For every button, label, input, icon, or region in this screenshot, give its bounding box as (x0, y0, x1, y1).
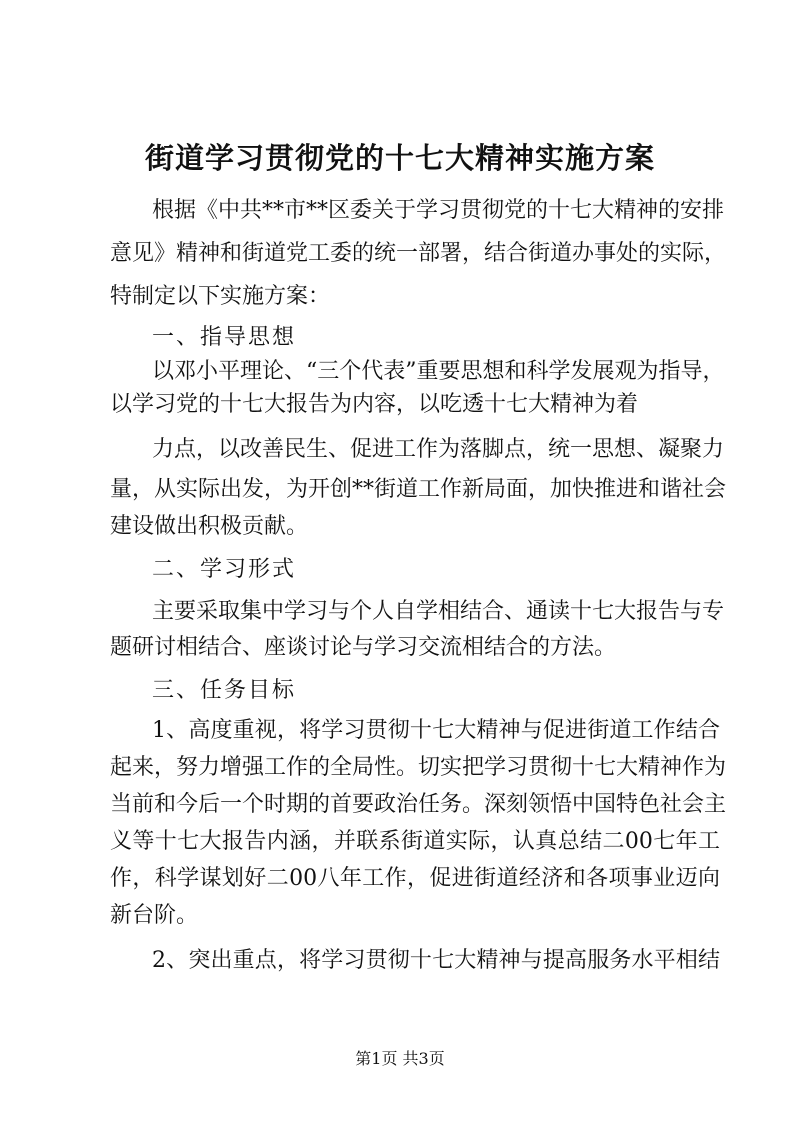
paragraph-line-8: 建设做出积极贡献。 (110, 514, 309, 539)
paragraph-line-3: 特制定以下实施方案： (110, 284, 331, 309)
paragraph-line-7: 量，从实际出发，为开创**街道工作新局面，加快推进和谐社会 (110, 477, 727, 502)
section-heading-task-goals: 三、任务目标 (152, 678, 297, 703)
paragraph-line-11: 1、高度重视，将学习贯彻十七大精神与促进街道工作结合 (152, 718, 720, 743)
paragraph-line-15: 作，科学谋划好二00八年工作，促进街道经济和各项事业迈向 (110, 866, 720, 891)
paragraph-line-6: 力点，以改善民生、促进工作为落脚点，统一思想、凝聚力 (152, 437, 725, 462)
paragraph-line-1: 根据《中共**市**区委关于学习贯彻党的十七大精神的安排 (152, 198, 725, 223)
document-title: 街道学习贯彻党的十七大精神实施方案 (144, 141, 655, 175)
page-number-footer: 第1页 共3页 (355, 1049, 445, 1068)
paragraph-line-17: 2、突出重点，将学习贯彻十七大精神与提高服务水平相结 (152, 948, 720, 973)
section-heading-study-form: 二、学习形式 (152, 557, 297, 582)
section-heading-guiding-thought: 一、指导思想 (152, 325, 297, 350)
paragraph-line-12: 起来，努力增强工作的全局性。切实把学习贯彻十七大精神作为 (110, 755, 727, 780)
paragraph-line-2: 意见》精神和街道党工委的统一部署，结合街道办事处的实际， (110, 241, 727, 266)
paragraph-line-14: 义等十七大报告内涵，并联系街道实际，认真总结二00七年工 (110, 829, 720, 854)
paragraph-line-10: 题研讨相结合、座谈讨论与学习交流相结合的方法。 (110, 635, 617, 660)
paragraph-line-9: 主要采取集中学习与个人自学相结合、通读十七大报告与专 (152, 599, 725, 624)
paragraph-line-5: 以学习党的十七大报告为内容，以吃透十七大精神为着 (110, 392, 639, 417)
paragraph-line-16: 新台阶。 (110, 903, 199, 928)
paragraph-line-13: 当前和今后一个时期的首要政治任务。深刻领悟中国特色社会主 (110, 792, 727, 817)
paragraph-line-4: 以邓小平理论、“三个代表”重要思想和科学发展观为指导， (152, 359, 725, 384)
